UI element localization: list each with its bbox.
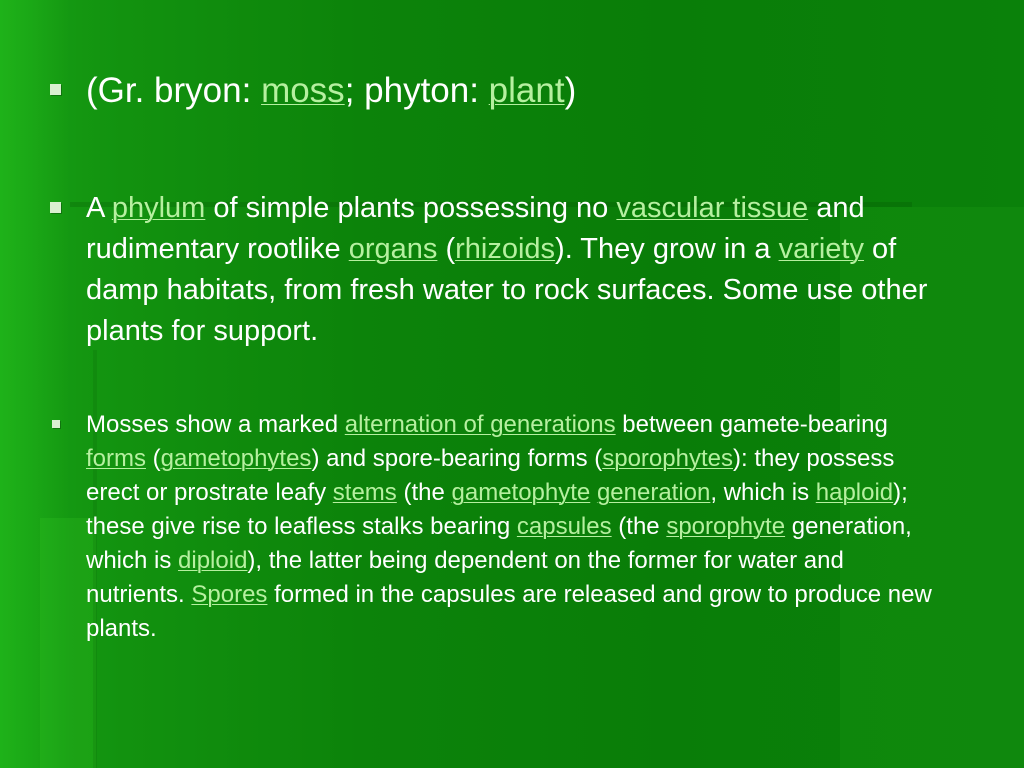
- text-run: (the: [611, 513, 667, 540]
- link-haploid[interactable]: haploid: [815, 479, 894, 506]
- text-run: of simple plants possessing no: [205, 192, 617, 224]
- text-run: ; phyton:: [344, 71, 489, 110]
- link-sporophytes[interactable]: sporophytes: [602, 445, 733, 472]
- text-run: (the: [396, 479, 452, 506]
- text-run: , which is: [710, 479, 816, 506]
- link-phylum[interactable]: phylum: [111, 192, 206, 224]
- text-run: of damp habitats, from fresh water to rock surfaces. Some use other plants for support.: [86, 233, 928, 347]
- link-gametophyte[interactable]: gametophyte: [451, 479, 591, 506]
- bullet-text: [86, 411, 932, 642]
- link-spores[interactable]: Spores: [191, 581, 268, 608]
- link-sporophyte[interactable]: sporophyte: [666, 513, 786, 540]
- text-run: between gamete-bearing: [615, 411, 888, 438]
- link-moss[interactable]: moss: [261, 71, 345, 110]
- text-run: ) and spore-bearing forms (: [311, 445, 603, 472]
- text-run: ). They grow in a: [555, 233, 779, 265]
- link-generation[interactable]: generation: [596, 479, 711, 506]
- text-run: (: [437, 233, 456, 265]
- link-stems[interactable]: stems: [332, 479, 397, 506]
- bullet-text: [86, 71, 576, 110]
- text-run: (Gr. bryon:: [86, 71, 262, 110]
- link-plant[interactable]: plant: [488, 71, 565, 110]
- link-forms[interactable]: forms: [86, 445, 146, 472]
- link-diploid[interactable]: diploid: [178, 547, 248, 574]
- text-run: [590, 479, 597, 506]
- bullet-etymology: [86, 66, 932, 116]
- text-run: and rudimentary rootlike: [86, 192, 865, 265]
- text-run: ), the latter being dependent on the former for water and nutrients.: [86, 547, 844, 608]
- link-variety[interactable]: variety: [778, 233, 864, 265]
- link-gametophytes[interactable]: gametophytes: [160, 445, 312, 472]
- link-capsules[interactable]: capsules: [516, 513, 612, 540]
- text-run: ); these give rise to leafless stalks bearing: [86, 479, 908, 540]
- text-run: formed in the capsules are released and grow to produce new plants.: [86, 581, 932, 642]
- link-organs[interactable]: organs: [348, 233, 438, 265]
- text-run: ): [564, 71, 577, 110]
- link-alternation-of-generations[interactable]: alternation of generations: [344, 411, 616, 438]
- text-run: ): they possess erect or prostrate leafy: [86, 445, 895, 506]
- bullet-definition: [86, 188, 936, 352]
- text-run: (: [146, 445, 161, 472]
- text-run: A: [86, 192, 112, 224]
- square-bullet-icon: [52, 420, 60, 428]
- text-run: Mosses show a marked: [86, 411, 345, 438]
- link-vascular-tissue[interactable]: vascular tissue: [616, 192, 809, 224]
- square-bullet-icon: [50, 84, 61, 95]
- bullet-text: [86, 192, 927, 347]
- bullet-life-cycle: [86, 408, 936, 646]
- link-rhizoids[interactable]: rhizoids: [455, 233, 556, 265]
- text-run: generation, which is: [86, 513, 912, 574]
- square-bullet-icon: [50, 202, 61, 213]
